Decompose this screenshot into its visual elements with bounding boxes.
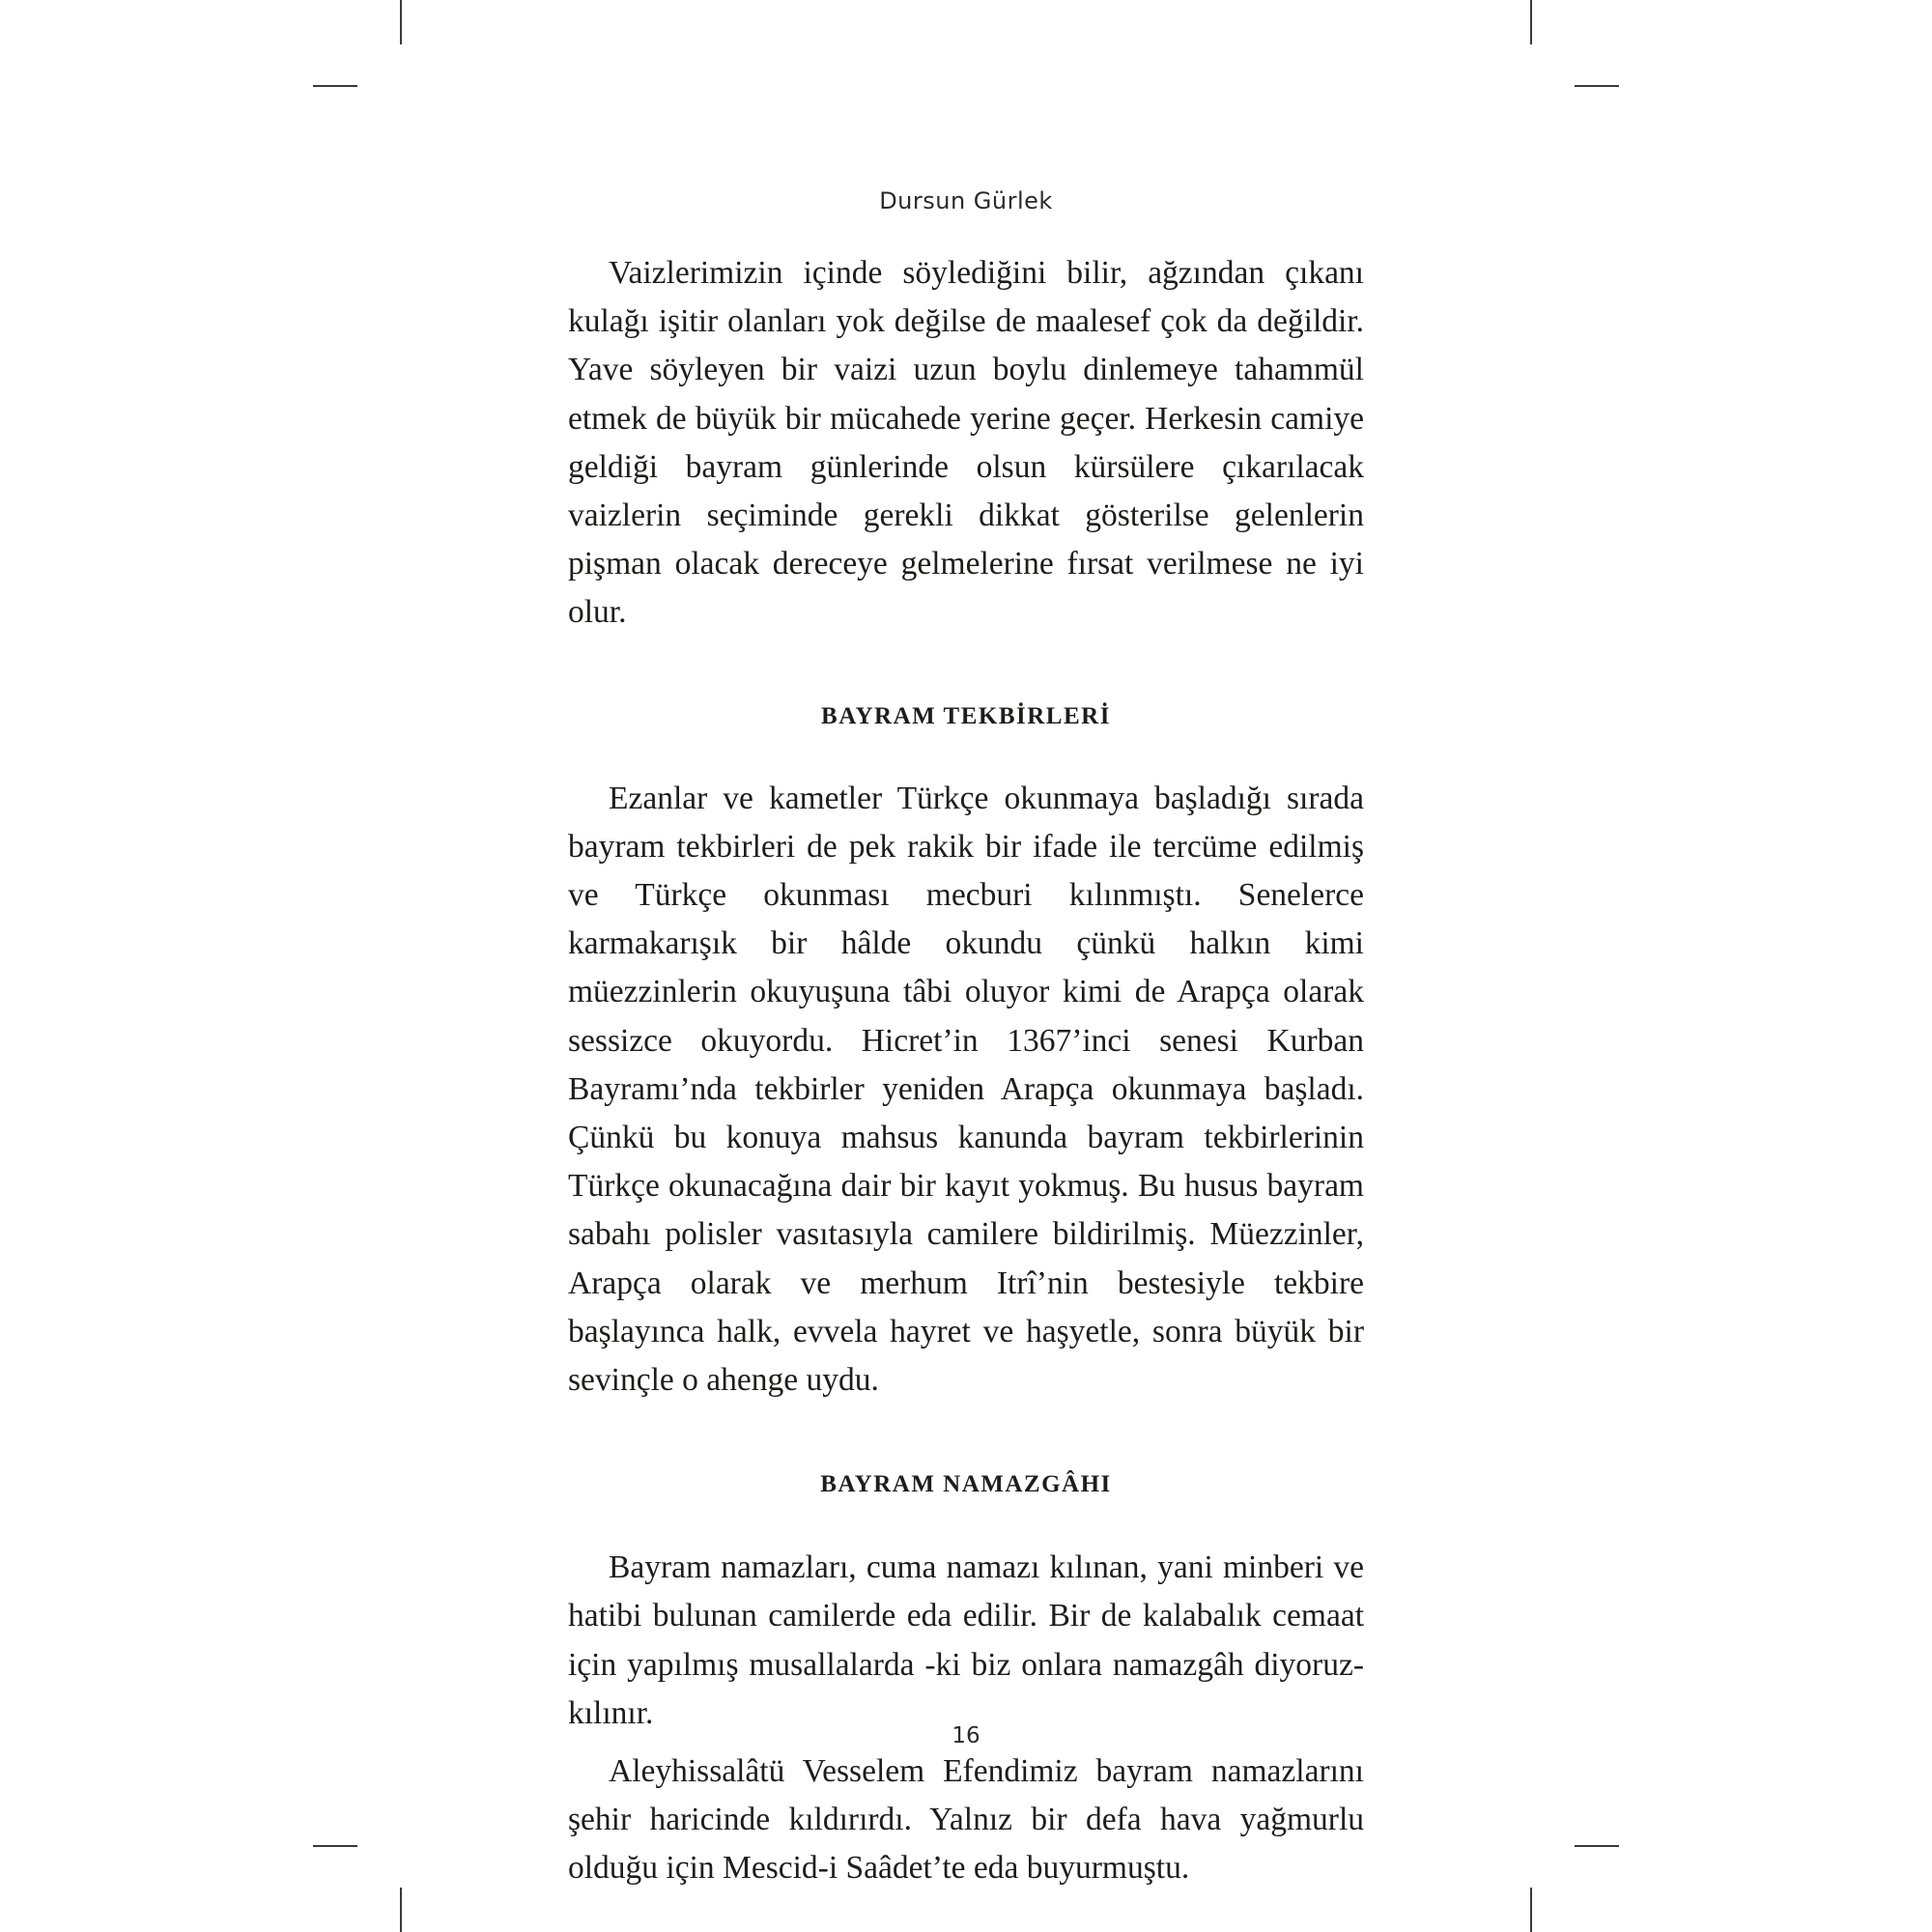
crop-mark-top-left-vertical bbox=[400, 0, 402, 44]
crop-mark-bottom-left-horizontal bbox=[313, 1845, 357, 1847]
crop-mark-top-right-vertical bbox=[1530, 0, 1532, 44]
crop-mark-bottom-right-horizontal bbox=[1575, 1845, 1619, 1847]
body-text bbox=[568, 249, 1364, 1893]
crop-mark-bottom-left-vertical bbox=[400, 1888, 402, 1932]
page-number: 16 bbox=[952, 1723, 980, 1748]
tekbirler-paragraph: Ezanlar ve kametler Türkçe okunmaya başladığı sırada bayram tekbirleri de pek rakik bir ifade ile tercüme edilmiş ve Türkçe okunması mecburi kılınmıştı. Senelerce karmakarışık bir hâlde okundu çünkü halkın kimi müezzinlerin okuyuşuna tâbi oluyor kimi de Arapça olarak sessizce okuyordu. Hicret’in 1367’inci senesi Kurban Bayramı’nda tekbirler yeniden Arapça okunmaya başladı. Çünkü bu konuya mahsus kanunda bayram tekbirlerinin Türkçe okunacağına dair bir kayıt yokmuş. Bu husus bayram sabahı polisler vasıtasıyla camilere bildirilmiş. Müezzinler, Arapça olarak ve merhum Itrî’nin bestesiyle tekbire başlayınca halk, evvela hayret ve haşyetle, sonra büyük bir sevinçle o ahenge uydu. bbox=[568, 780, 1364, 1399]
crop-mark-bottom-right-vertical bbox=[1530, 1888, 1532, 1932]
section-heading-bayram-namazgahi: BAYRAM NAMAZGÂHI bbox=[820, 1471, 1112, 1498]
crop-mark-top-left-horizontal bbox=[313, 85, 357, 87]
section-heading-bayram-tekbirleri: BAYRAM TEKBİRLERİ bbox=[821, 702, 1111, 729]
intro-paragraph: Vaizlerimizin içinde söylediğini bilir, ağzından çıkanı kulağı işitir olanları yok değilse de maalesef çok da değildir. Yave söyleyen bir vaizi uzun boylu dinlemeye tahammül etmek de büyük bir mücahede yerine geçer. Herkesin camiye geldiği bayram günlerinde olsun kürsülere çıkarılacak vaizlerin seçiminde gerekli dikkat gösterilse gelenlerin pişman olacak dereceye gelmelerine fırsat verilmese ne iyi olur. bbox=[568, 255, 1364, 631]
crop-mark-top-right-horizontal bbox=[1575, 85, 1619, 87]
running-head-author: Dursun Gürlek bbox=[879, 187, 1053, 214]
namazgah-paragraph-2: Aleyhissalâtü Vesselem Efendimiz bayram namazlarını şehir haricinde kıldırırdı. Yalnız bir defa hava yağmurlu olduğu için Mescid-i Saâdet’te eda buyurmuştu. bbox=[568, 1753, 1364, 1887]
namazgah-paragraph-1: Bayram namazları, cuma namazı kılınan, yani minberi ve hatibi bulunan camilerde eda edilir. Bir de kalabalık cemaat için yapılmış musallalarda -ki biz onlara namazgâh diyoruz- kılınır. bbox=[568, 1549, 1364, 1731]
